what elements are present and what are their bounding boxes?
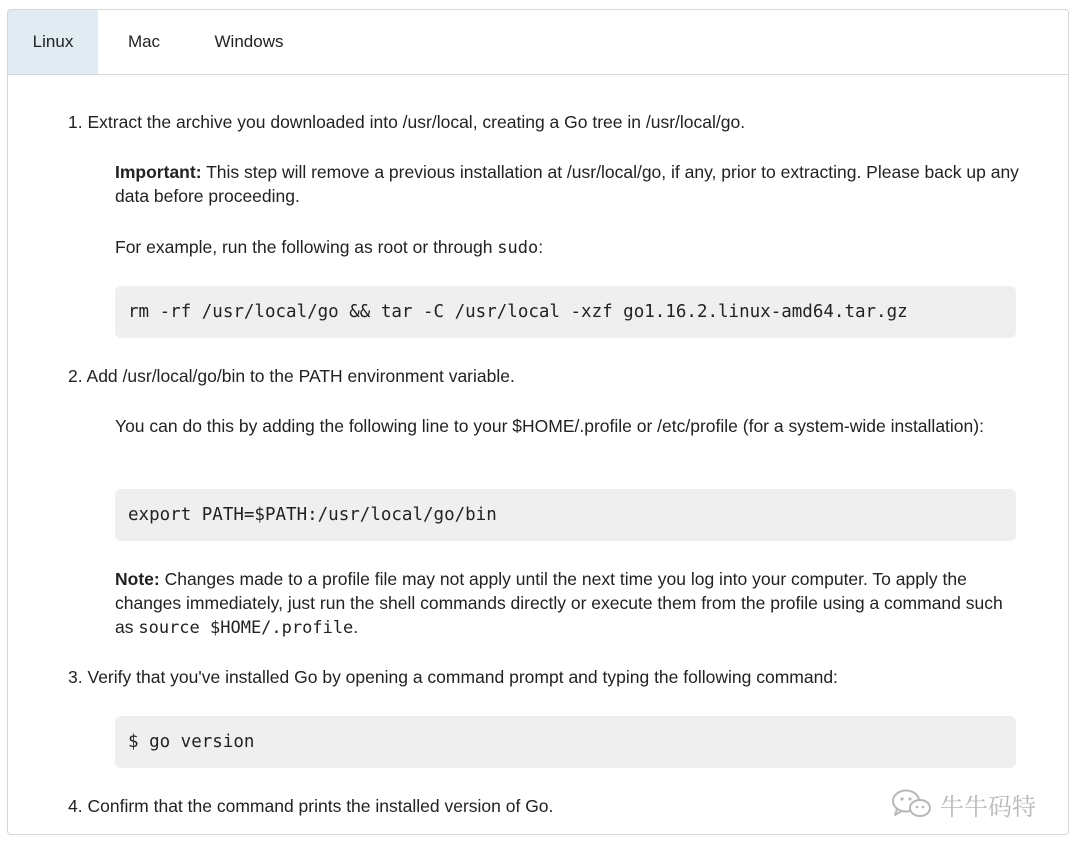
example-paragraph <box>115 235 1020 260</box>
example-text: For example, run the following as root or through <box>115 237 498 257</box>
sudo-inline-code: sudo <box>497 238 539 258</box>
step-4 <box>68 794 553 818</box>
example-suffix: : <box>538 237 544 257</box>
code-block-export-path[interactable]: export PATH=$PATH:/usr/local/go/bin <box>115 489 1016 541</box>
step-text: Confirm that the command prints the installed version of Go. <box>87 796 554 816</box>
important-label: Important: <box>115 162 202 182</box>
step-2 <box>68 364 515 388</box>
code-block-go-version[interactable]: $ go version <box>115 716 1016 768</box>
step-1 <box>68 110 745 134</box>
install-instructions-panel <box>7 9 1069 835</box>
step-text: Extract the archive you downloaded into /usr/local, creating a Go tree in /usr/local/go. <box>87 112 746 132</box>
tab-windows[interactable]: Windows <box>214 32 284 51</box>
step-text: Verify that you've installed Go by opening a command prompt and typing the following command: <box>87 667 838 687</box>
step-number: 4. <box>68 796 83 816</box>
note-text: Changes made to a profile file may not apply until the next time you log into your computer. To apply the changes immediately, just run the shell commands directly or execute them from the profile using a command such as <box>115 569 1003 637</box>
tab-mac[interactable]: Mac <box>127 32 161 51</box>
step-number: 2. <box>68 366 83 386</box>
note-suffix: . <box>353 617 359 637</box>
step-text: Add /usr/local/go/bin to the PATH environment variable. <box>86 366 515 386</box>
tab-linux[interactable]: Linux <box>8 10 98 74</box>
note-label: Note: <box>115 569 160 589</box>
watermark-text: 牛牛码特 <box>940 792 1036 821</box>
source-profile-inline-code: source $HOME/.profile <box>138 618 354 638</box>
important-paragraph <box>115 160 1020 208</box>
step-3 <box>68 665 838 689</box>
wechat-icon <box>890 788 934 820</box>
step-number: 1. <box>68 112 83 132</box>
os-tab-bar <box>8 10 1068 75</box>
note-paragraph <box>115 567 1020 640</box>
profile-text: You can do this by adding the following line to your $HOME/.profile or /etc/profile (for a system-wide installation): <box>115 416 984 436</box>
code-block-extract[interactable]: rm -rf /usr/local/go && tar -C /usr/local -xzf go1.16.2.linux-amd64.tar.gz <box>115 286 1016 338</box>
step-number: 3. <box>68 667 83 687</box>
profile-paragraph <box>115 414 1020 438</box>
watermark <box>890 788 1036 820</box>
important-text: This step will remove a previous installation at /usr/local/go, if any, prior to extracting. Please back up any data before proceeding. <box>115 162 1019 206</box>
